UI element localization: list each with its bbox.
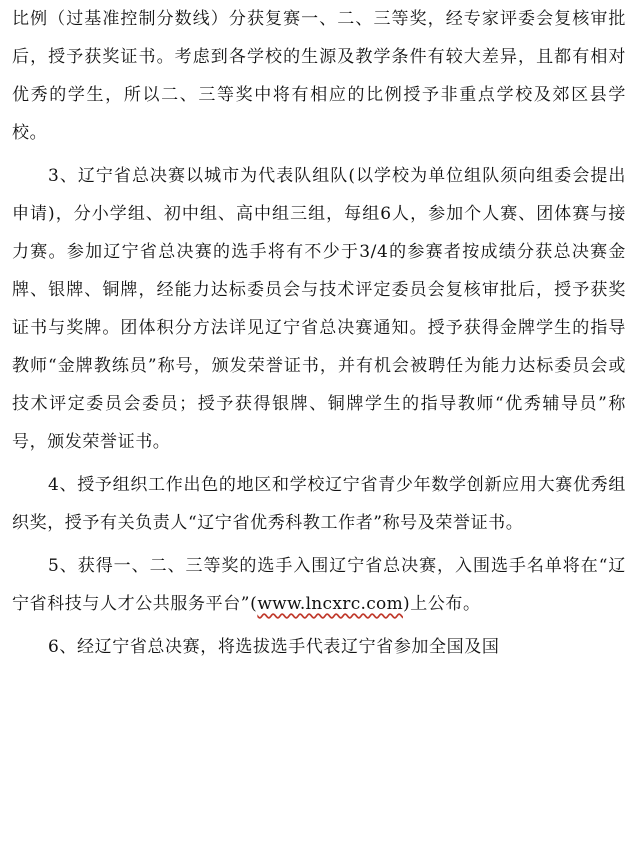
paragraph-item-5 — [12, 547, 626, 623]
paragraph-item-3: 3、辽宁省总决赛以城市为代表队组队(以学校为单位组队须向组委会提出申请)，分小学组、初中组、高中组三组，每组6人，参加个人赛、团体赛与接力赛。参加辽宁省总决赛的选手将有不少于3/4的参赛者按成绩分获总决赛金牌、银牌、铜牌，经能力达标委员会与技术评定委员会复核审批后，授予获奖证书与奖牌。团体积分方法详见辽宁省总决赛通知。授予获得金牌学生的指导教师“金牌教练员”称号，颁发荣誉证书，并有机会被聘任为能力达标委员会或技术评定委员会委员；授予获得银牌、铜牌学生的指导教师“优秀辅导员”称号，颁发荣誉证书。 — [12, 166, 626, 452]
paragraph-item-5-text-after: )上公布。 — [403, 594, 481, 614]
paragraph-item-6: 6、经辽宁省总决赛，将选拔选手代表辽宁省参加全国及国 — [48, 637, 500, 657]
paragraph-item-5-text-before: 5、获得一、二、三等奖的选手入围辽宁省总决赛，入围选手名单将在“辽宁省科技与人才公共服务平台”( — [12, 556, 626, 614]
website-link[interactable]: www.lncxrc.com — [257, 594, 403, 614]
paragraph-continuation: 比例（过基准控制分数线）分获复赛一、二、三等奖，经专家评委会复核审批后，授予获奖证书。考虑到各学校的生源及教学条件有较大差异，且都有相对优秀的学生，所以二、三等奖中将有相应的比例授予非重点学校及郊区县学校。 — [12, 9, 626, 143]
paragraph-item-4: 4、授予组织工作出色的地区和学校辽宁省青少年数学创新应用大赛优秀组织奖，授予有关负责人“辽宁省优秀科教工作者”称号及荣誉证书。 — [12, 475, 626, 533]
